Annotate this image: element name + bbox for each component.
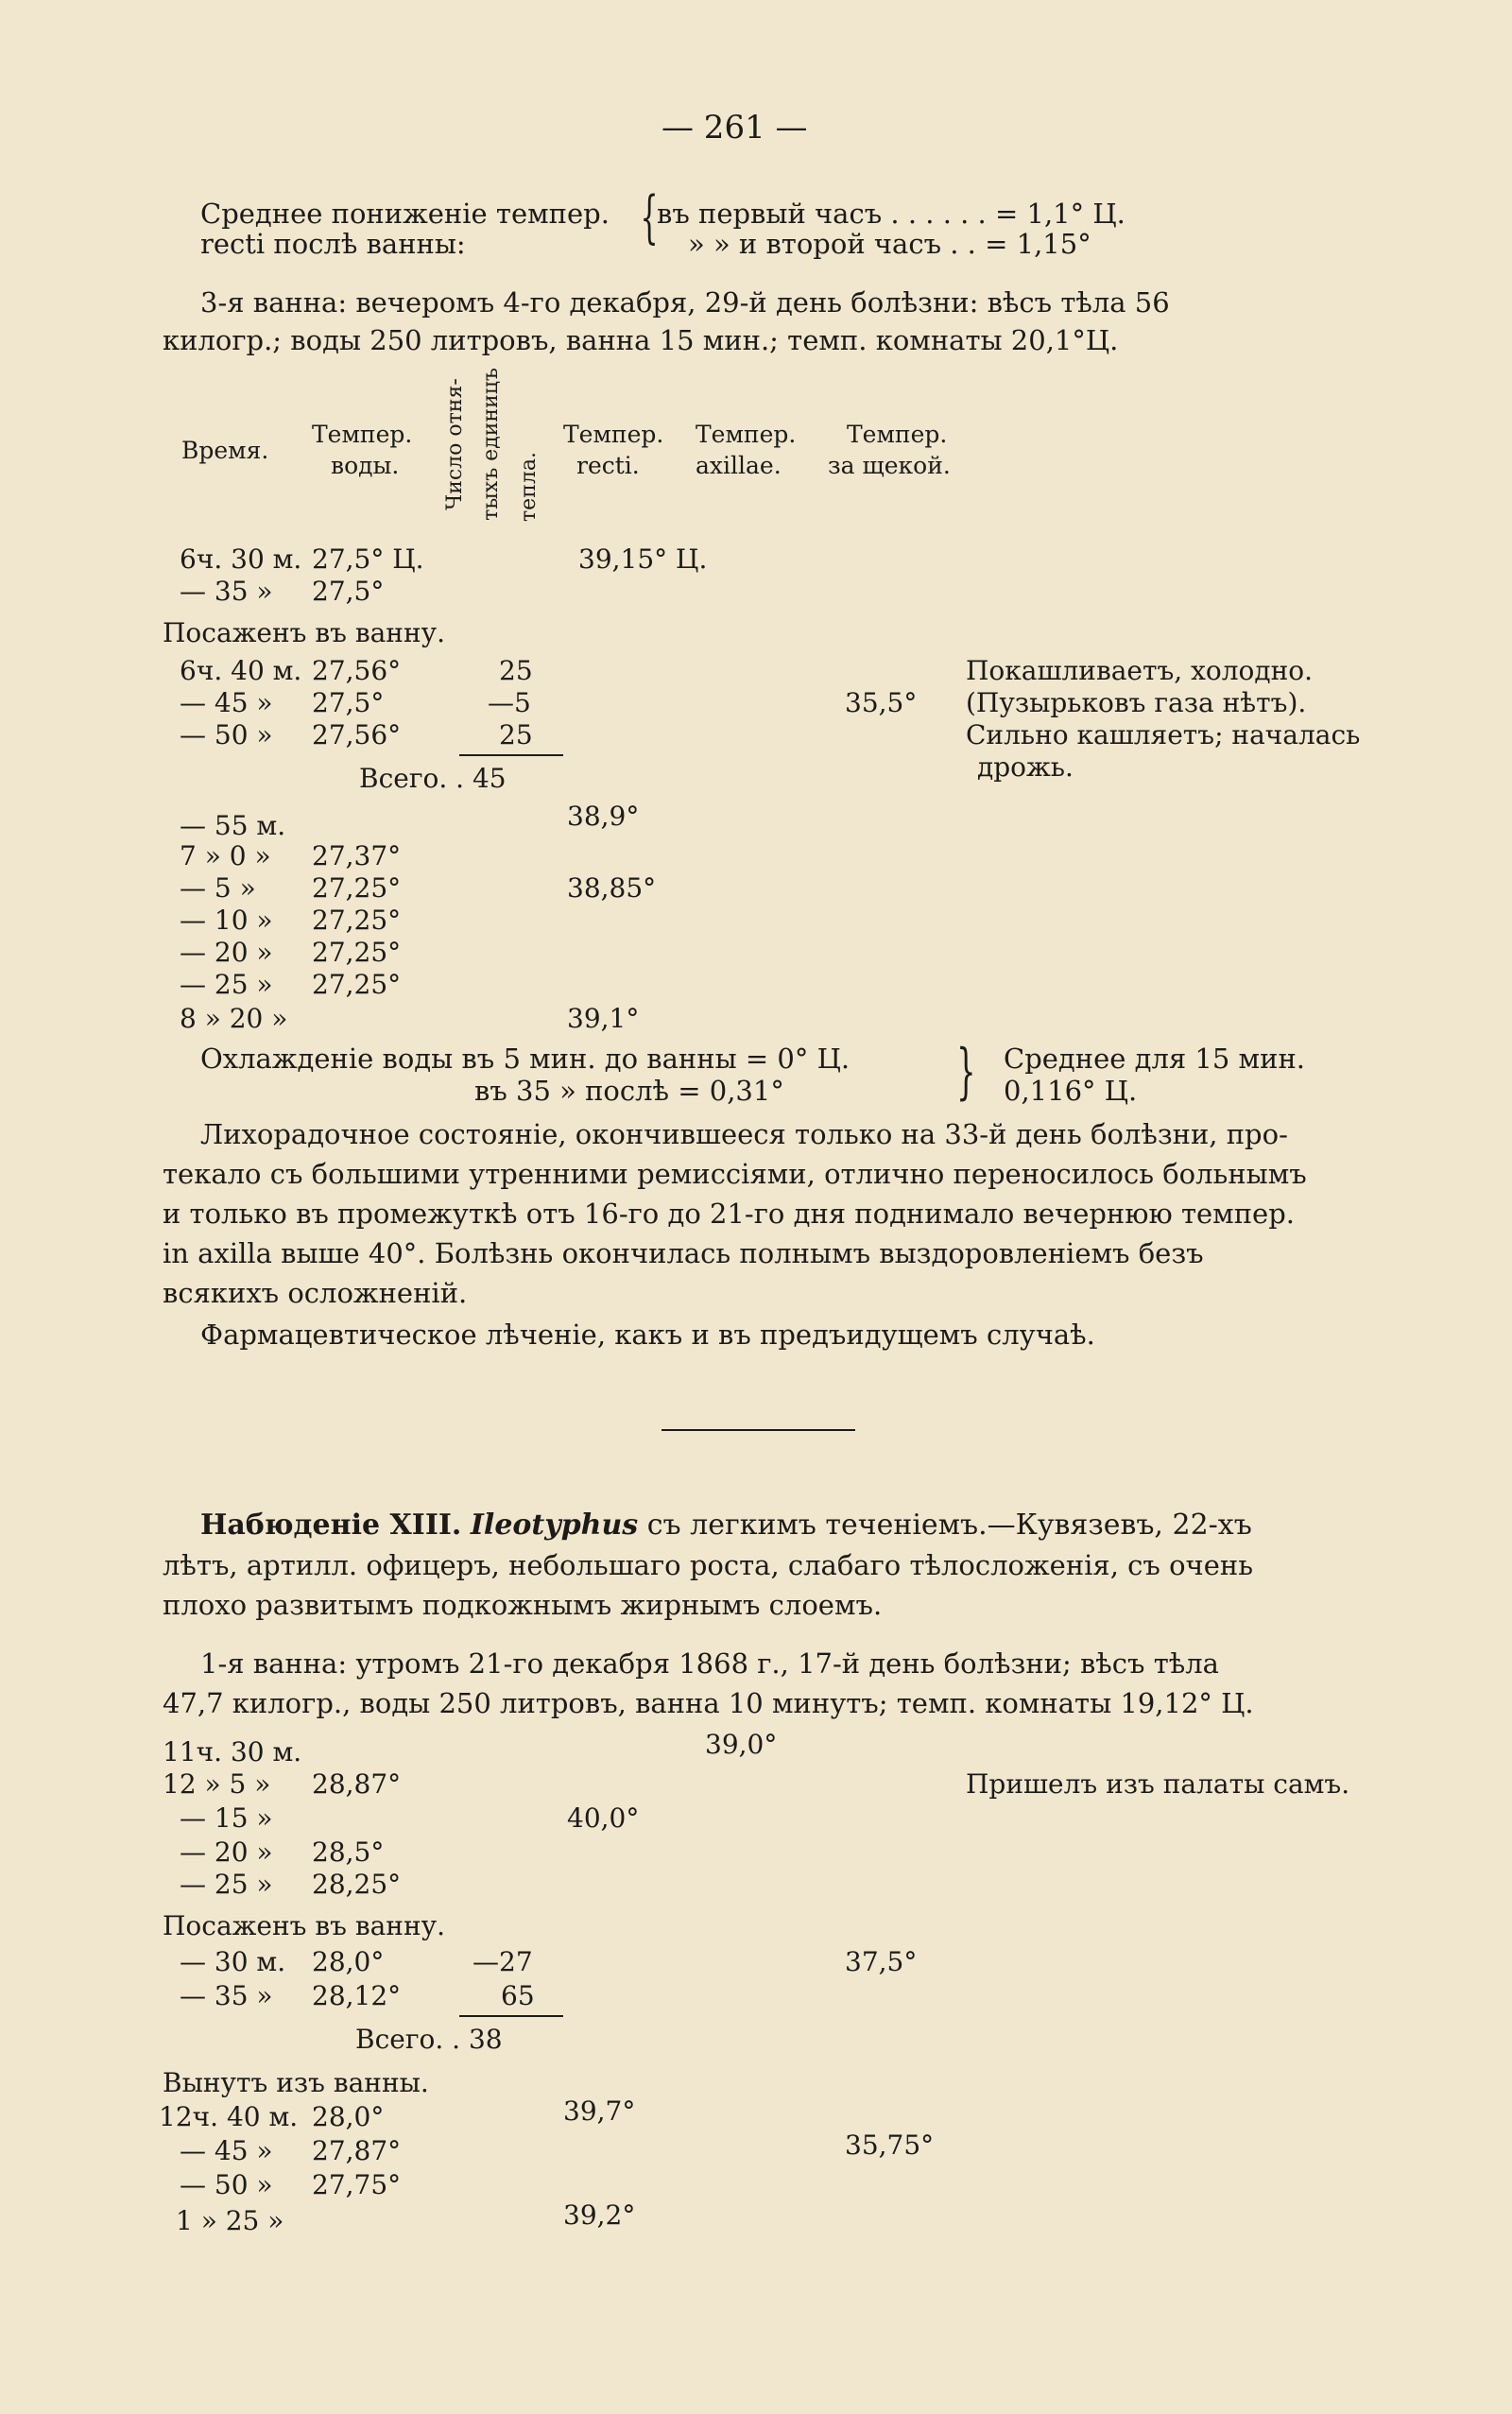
bath3-line2: килогр.; воды 250 литровъ, ванна 15 мин.; темп. комнаты 20,1°Ц. (163, 324, 1119, 356)
table-row: 7 » 0 » (180, 840, 271, 871)
table-row: — 15 » (180, 1802, 273, 1834)
placed-label: Посаженъ въ ванну. (163, 1910, 445, 1941)
table-note: Сильно кашляетъ; началась (966, 719, 1361, 750)
table-row: — 20 » (180, 937, 273, 968)
brace-icon: } (956, 1037, 976, 1107)
observation-diagnosis: Ileotyphus (470, 1509, 639, 1542)
table-row: 1 » 25 » (176, 2205, 284, 2236)
observation-line1-rest: съ легкимъ теченіемъ.—Кувязевъ, 22-хъ (646, 1509, 1252, 1542)
table-cell: 35,5° (845, 687, 918, 718)
table-cell: —5 (488, 687, 531, 718)
table-cell: 28,5° (312, 1836, 385, 1868)
summary-label-line1: Среднее пониженіе темпер. (200, 198, 610, 230)
total-label: Всего. . 38 (355, 2024, 503, 2055)
table-row: 6ч. 40 м. (180, 655, 302, 686)
table-row: — 5 » (180, 872, 256, 904)
table-cell: 35,75° (845, 2129, 935, 2161)
bath1-line2: 47,7 килогр., воды 250 литровъ, ванна 10 минутъ; темп. комнаты 19,12° Ц. (163, 1687, 1254, 1719)
table-cell: 39,15° Ц. (578, 543, 708, 575)
table-cell: 37,5° (845, 1946, 918, 1977)
table-cell: 27,5° (312, 576, 385, 607)
header-time: Время. (181, 437, 269, 464)
table-cell: 28,87° (312, 1768, 402, 1800)
header-water-2: воды. (331, 452, 400, 479)
bath1-line1: 1-я ванна: утромъ 21-го декабря 1868 г., 17-й день болѣзни; вѣсъ тѣла (200, 1647, 1219, 1680)
table-row: — 35 » (180, 576, 273, 607)
cooling-line2: въ 35 » послѣ = 0,31° (474, 1075, 784, 1107)
table-cell: 28,25° (312, 1869, 402, 1900)
total-label: Всего. . 45 (359, 763, 507, 794)
table-cell: 27,25° (312, 969, 402, 1000)
table-cell: 39,0° (705, 1729, 778, 1760)
table-row: — 50 » (180, 719, 273, 750)
placed-label: Посаженъ въ ванну. (163, 617, 445, 648)
paragraph-line: текало съ большими утренними ремиссіями, отлично переносилось больнымъ (163, 1158, 1307, 1190)
table-cell: 28,12° (312, 1980, 402, 2011)
table-note-continued: дрожь. (977, 751, 1074, 783)
header-units-3: тепла. (517, 452, 541, 522)
table-cell: 40,0° (567, 1802, 640, 1834)
table-row: — 25 » (180, 1869, 273, 1900)
table-row: — 20 » (180, 1836, 273, 1868)
table-cell: 25 (499, 655, 533, 686)
table-cell: 27,25° (312, 905, 402, 936)
divider (459, 754, 563, 756)
table-cell: 65 (501, 1980, 535, 2011)
paragraph-line: всякихъ осложненій. (163, 1277, 468, 1309)
table-cell: 25 (499, 719, 533, 750)
cooling-line1: Охлажденіе воды въ 5 мин. до ванны = 0° Ц. (200, 1043, 850, 1075)
summary-label-line2: recti послѣ ванны: (200, 228, 466, 260)
table-row: 12 » 5 » (163, 1768, 271, 1800)
paragraph-line: Лихорадочное состояніе, окончившееся только на 33-й день болѣзни, про- (200, 1118, 1288, 1150)
header-units-1: Число отня- (443, 378, 467, 510)
taken-label: Вынутъ изъ ванны. (163, 2067, 429, 2098)
table-cell: 39,2° (563, 2199, 636, 2231)
observation-title: Набюденіе XIII. (200, 1509, 462, 1542)
header-water-1: Темпер. (312, 421, 413, 448)
table-note: Пришелъ изъ палаты самъ. (966, 1768, 1350, 1800)
table-cell: 27,56° (312, 719, 402, 750)
table-row: 12ч. 40 м. (159, 2101, 299, 2132)
table-row: — 10 » (180, 905, 273, 936)
table-row: — 35 » (180, 1980, 273, 2011)
table-cell: 27,37° (312, 840, 402, 871)
table-note: Покашливаетъ, холодно. (966, 655, 1314, 686)
table-cell: —27 (472, 1946, 533, 1977)
table-row: — 55 м. (180, 810, 286, 841)
header-cheek-2: за щекой. (828, 452, 951, 479)
table-cell: 39,1° (567, 1003, 640, 1034)
table-cell: 27,5° (312, 687, 385, 718)
table-cell: 27,25° (312, 937, 402, 968)
cooling-average-1: Среднее для 15 мин. (1004, 1043, 1305, 1075)
table-cell: 38,9° (567, 801, 640, 832)
observation-line2: лѣтъ, артилл. офицеръ, небольшаго роста, слабаго тѣлосложенія, съ очень (163, 1549, 1253, 1581)
paragraph-line: in axilla выше 40°. Болѣзнь окончилась полнымъ выздоровленіемъ безъ (163, 1237, 1204, 1269)
table-cell: 28,0° (312, 1946, 385, 1977)
summary-value-line2: » » и второй часъ . . = 1,15° (688, 228, 1091, 260)
observation-heading (200, 1509, 1252, 1543)
brace-icon: { (640, 184, 659, 250)
cooling-average-2: 0,116° Ц. (1004, 1075, 1138, 1107)
header-units-2: тыхъ единицъ (479, 368, 503, 521)
table-cell: 27,75° (312, 2169, 402, 2200)
table-cell: 39,7° (563, 2095, 636, 2127)
table-cell: 27,56° (312, 655, 402, 686)
table-cell: 27,87° (312, 2135, 402, 2166)
table-row: — 25 » (180, 969, 273, 1000)
table-cell: 27,5° Ц. (312, 543, 424, 575)
header-axilla-1: Темпер. (696, 421, 797, 448)
observation-line3: плохо развитымъ подкожнымъ жирнымъ слоемъ. (163, 1589, 883, 1621)
header-axilla-2: axillae. (696, 452, 782, 479)
table-row: — 30 м. (180, 1946, 286, 1977)
paragraph-2: Фармацевтическое лѣченіе, какъ и въ предъидущемъ случаѣ. (200, 1319, 1095, 1351)
section-divider (662, 1429, 855, 1431)
paragraph-line: и только въ промежуткѣ отъ 16-го до 21-го дня поднимало вечернюю темпер. (163, 1198, 1296, 1230)
summary-value-line1: въ первый часъ . . . . . . = 1,1° Ц. (657, 198, 1125, 230)
page-number: — 261 — (662, 109, 808, 147)
table-row: — 45 » (180, 687, 273, 718)
header-cheek-1: Темпер. (847, 421, 948, 448)
table-row: — 50 » (180, 2169, 273, 2200)
table-cell: 28,0° (312, 2101, 385, 2132)
table-note: (Пузырьковъ газа нѣтъ). (966, 687, 1307, 718)
bath3-line1: 3-я ванна: вечеромъ 4-го декабря, 29-й день болѣзни: вѣсъ тѣла 56 (200, 286, 1170, 319)
table-row: 8 » 20 » (180, 1003, 288, 1034)
header-recti-2: recti. (576, 452, 640, 479)
table-row: 11ч. 30 м. (163, 1736, 302, 1767)
table-cell: 27,25° (312, 872, 402, 904)
divider (459, 2015, 563, 2017)
table-row: — 45 » (180, 2135, 273, 2166)
table-row: 6ч. 30 м. (180, 543, 302, 575)
table-cell: 38,85° (567, 872, 657, 904)
header-recti-1: Темпер. (563, 421, 664, 448)
